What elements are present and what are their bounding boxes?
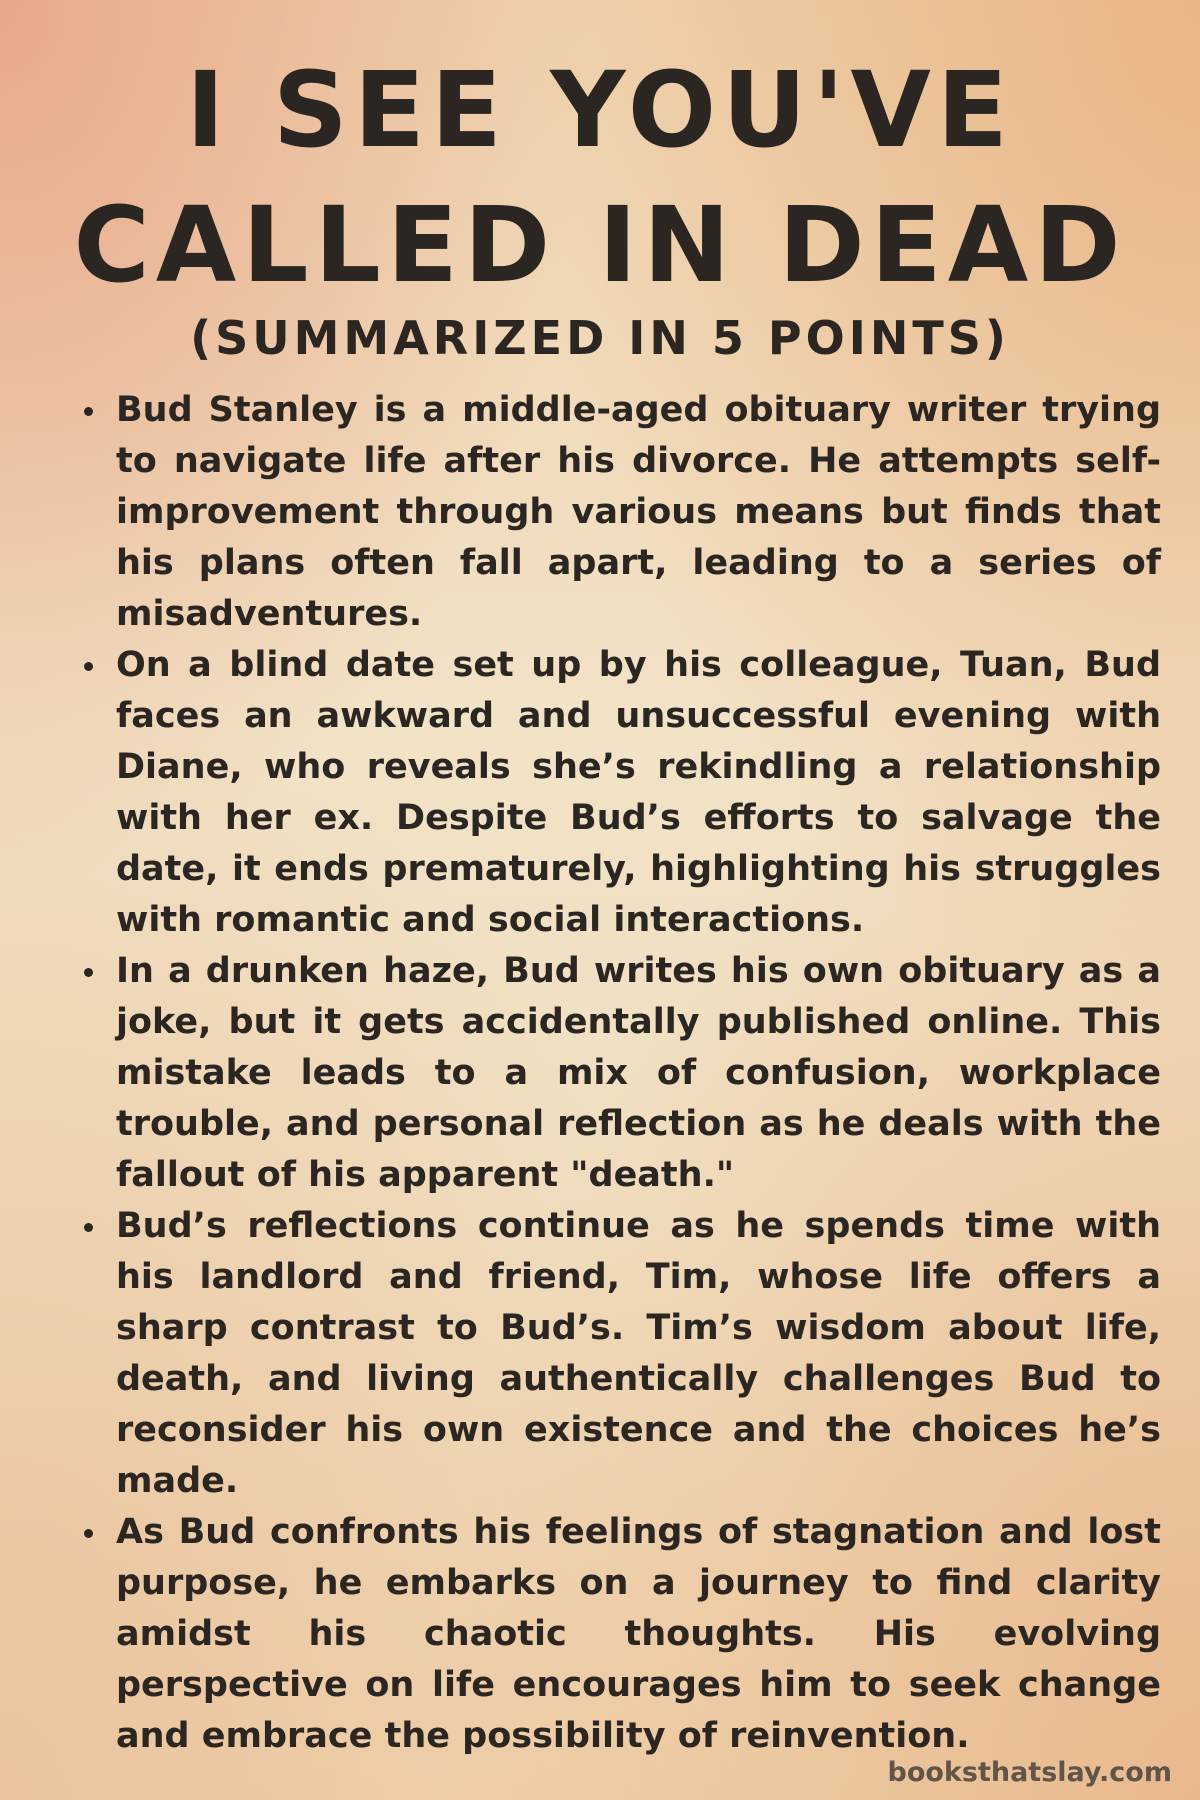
summary-point-text: Bud Stanley is a middle-aged obituary writer trying to navigate life after his divorce. He attempts self-improvement through various means but finds that his plans often fall apart, leading to a series of misadventures. — [116, 390, 1161, 634]
summary-point-4 — [116, 1201, 1161, 1507]
subtitle: (SUMMARIZED IN 5 POINTS) — [190, 311, 1010, 365]
summary-point-text: On a blind date set up by his colleague, Tuan, Bud faces an awkward and unsuccessful evening with Diane, who reveals she’s rekindling a relationship with her ex. Despite Bud’s efforts to salvage the date, it ends prematurely, highlighting his struggles with romantic and social interactions. — [116, 645, 1161, 940]
summary-point-text: Bud’s reflections continue as he spends time with his landlord and friend, Tim, whose life offers a sharp contrast to Bud’s. Tim’s wisdom about life, death, and living authentically challenges Bud to reconsider his own existence and the choices he’s made. — [116, 1206, 1161, 1501]
summary-point-2 — [116, 640, 1161, 946]
bullet-icon — [84, 968, 93, 977]
summary-point-text: In a drunken haze, Bud writes his own obituary as a joke, but it gets accidentally published online. This mistake leads to a mix of confusion, workplace trouble, and personal reflection as he deals with the fallout of his apparent "death." — [116, 951, 1161, 1195]
bullet-icon — [84, 407, 93, 416]
summary-point-text: As Bud confronts his feelings of stagnation and lost purpose, he embarks on a journey to find clarity amidst his chaotic thoughts. His evolving perspective on life encourages him to seek change and embrace the possibility of reinvention. — [116, 1512, 1161, 1756]
site-watermark: booksthatslay.com — [887, 1757, 1172, 1788]
title-line-1: I SEE YOU'VE — [186, 49, 1014, 171]
summary-point-1 — [116, 385, 1161, 640]
bullet-icon — [84, 662, 93, 671]
summary-points-list — [80, 385, 1161, 1762]
bullet-icon — [84, 1529, 93, 1538]
summary-point-3 — [116, 946, 1161, 1201]
title-line-2: CALLED IN DEAD — [73, 184, 1127, 306]
summary-point-5 — [116, 1507, 1161, 1762]
bullet-icon — [84, 1223, 93, 1232]
